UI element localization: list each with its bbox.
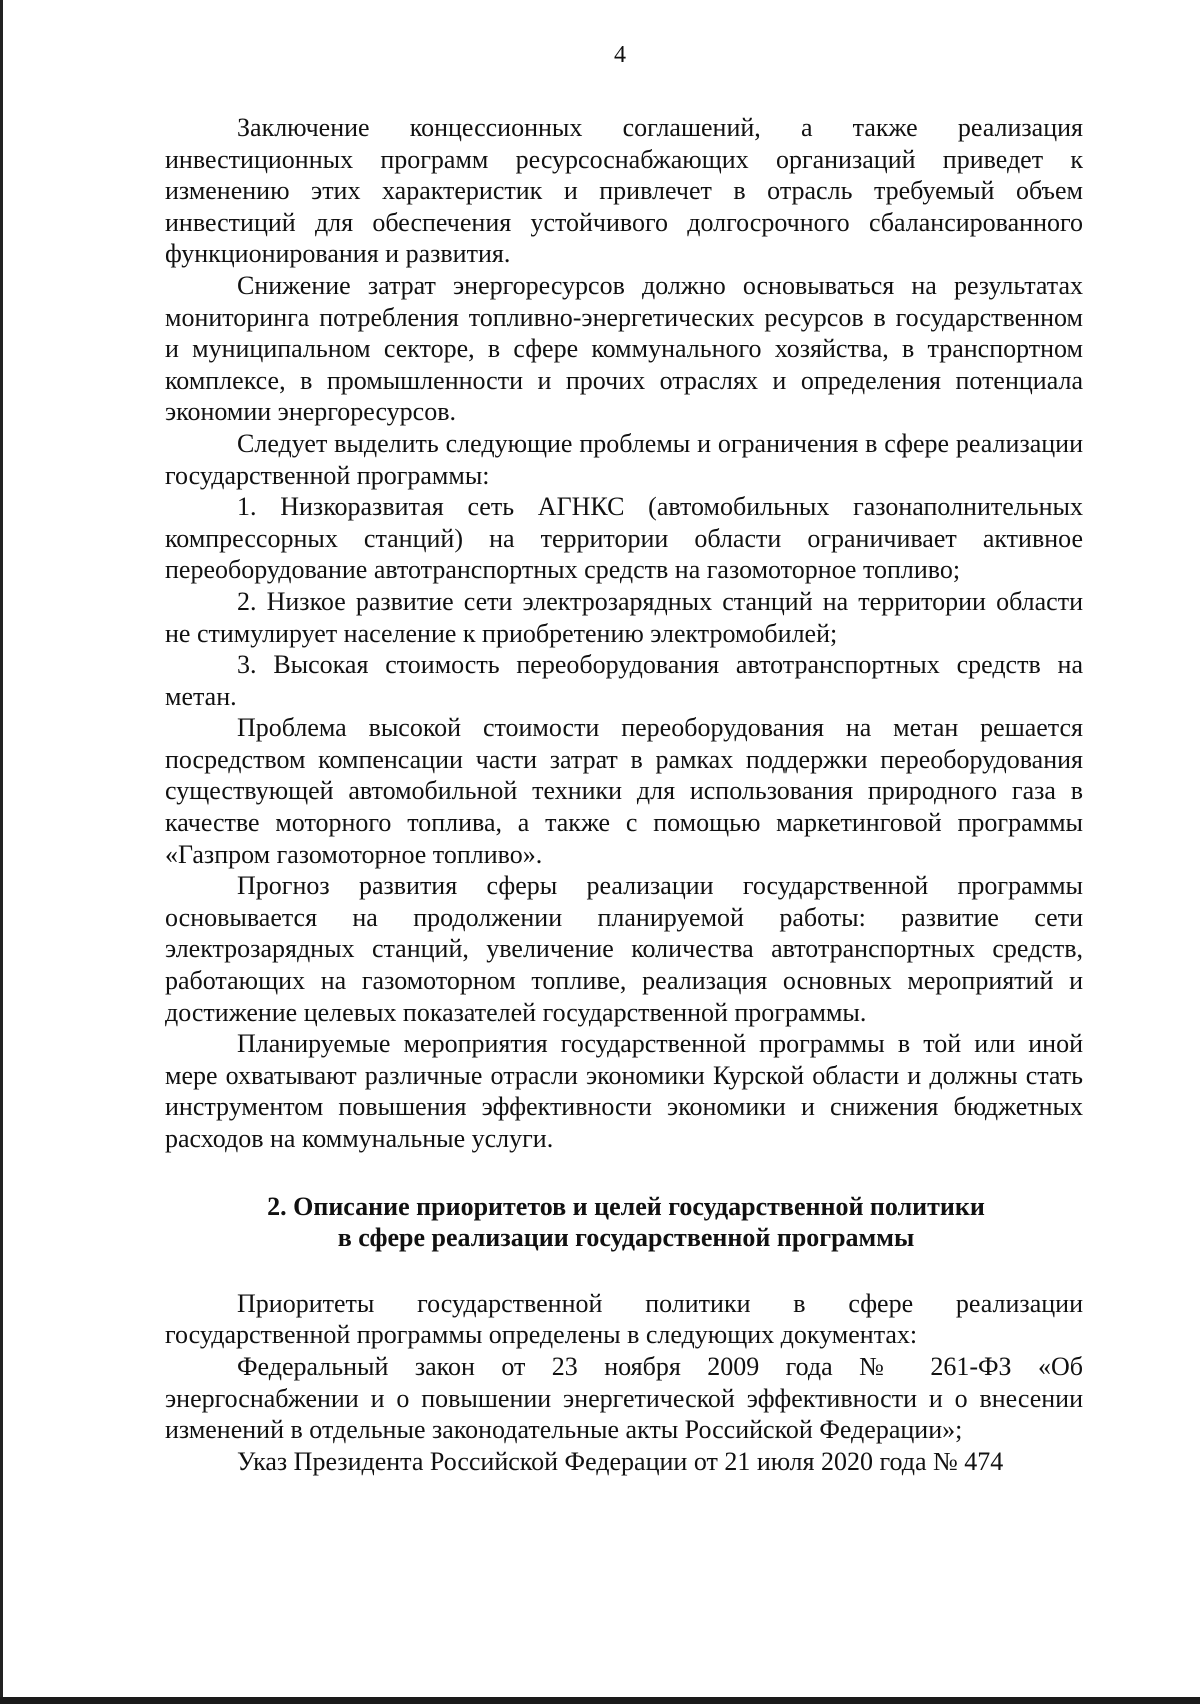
paragraph-methane-solution: Проблема высокой стоимости переоборудования на метан решается посредством компенсации части затрат в рамках поддержки переоборудования существующей автомобильной техники для использования природного газа в качестве моторного топлива, а также с помощью маркетинговой программы «Газпром газомоторное топливо». bbox=[165, 713, 1083, 869]
paragraph-presidential-decree: Указ Президента Российской Федерации от 21 июля 2020 года № 474 bbox=[237, 1446, 1004, 1476]
paragraph-forecast: Прогноз развития сферы реализации государственной программы основывается на продолжении планируемой работы: развитие сети электрозарядных станций, увеличение количества автотранспортных средств, работающих на газомоторном топливе, реализация основных мероприятий и достижение целевых показателей государственной программы. bbox=[165, 871, 1083, 1027]
scan-edge-bottom bbox=[0, 1697, 1200, 1704]
paragraph-priorities-intro: Приоритеты государственной политики в сфере реализации государственной программы определены в следующих документах: bbox=[165, 1288, 1083, 1350]
paragraph-energy-cost-reduction: Снижение затрат энергоресурсов должно основываться на результатах мониторинга потребления топливно-энергетических ресурсов в государственном и муниципальном секторе, в сфере коммунального хозяйства, в транспортном комплексе, в промышленности и прочих отраслях и определения потенциала экономии энергоресурсов. bbox=[165, 270, 1083, 427]
paragraph-concession-agreements: Заключение концессионных соглашений, а также реализация инвестиционных программ ресурсоснабжающих организаций приведет к изменению этих характеристик и привлечет в отрасль требуемый объем инвестиций для обеспечения устойчивого долгосрочного сбалансированного функционирования и развития. bbox=[165, 113, 1083, 269]
paragraph-problems-intro: Следует выделить следующие проблемы и ограничения в сфере реализации государственной программы: bbox=[165, 428, 1083, 490]
document-body bbox=[165, 112, 1083, 1477]
list-item-charging-stations: 2. Низкое развитие сети электрозарядных станций на территории области не стимулирует население к приобретению электромобилей; bbox=[165, 586, 1083, 648]
list-item-agnks: 1. Низкоразвитая сеть АГНКС (автомобильных газонаполнительных компрессорных станций) на территории области ограничивает активное переоборудование автотранспортных средств на газомоторное топливо; bbox=[165, 492, 1083, 585]
section-heading bbox=[165, 1191, 1083, 1254]
section-heading-line-1: 2. Описание приоритетов и целей государственной политики bbox=[267, 1191, 985, 1221]
paragraph-federal-law: Федеральный закон от 23 ноября 2009 года № 261-ФЗ «Об энергоснабжении и о повышении энергетической эффективности и о внесении изменений в отдельные законодательные акты Российской Федерации»; bbox=[165, 1351, 1083, 1445]
page-number: 4 bbox=[614, 42, 626, 68]
paragraph-planned-measures: Планируемые мероприятия государственной программы в той или иной мере охватывают различные отрасли экономики Курской области и должны стать инструментом повышения эффективности экономики и снижения бюджетных расходов на коммунальные услуги. bbox=[165, 1029, 1083, 1153]
list-item-methane-cost: 3. Высокая стоимость переоборудования автотранспортных средств на метан. bbox=[165, 650, 1083, 711]
section-heading-line-2: в сфере реализации государственной программы bbox=[337, 1223, 915, 1253]
scan-edge-left bbox=[0, 0, 3, 1704]
